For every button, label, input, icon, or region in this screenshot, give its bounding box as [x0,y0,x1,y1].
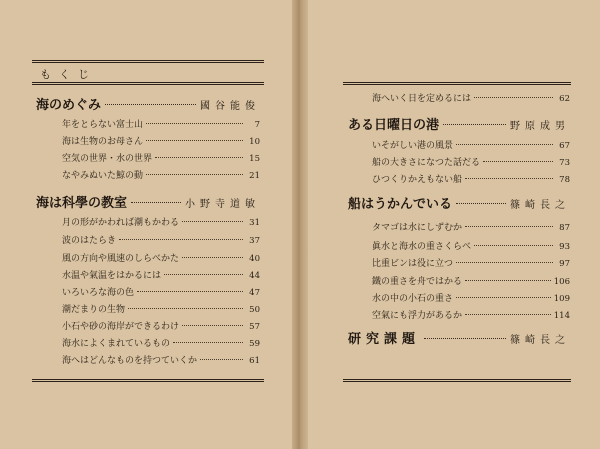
toc-entry [62,168,260,181]
section-title-row [348,114,570,133]
toc-entry-title: 小石や砂の海岸ができるわけ [62,322,180,332]
toc-entry-page: 57 [249,322,260,332]
toc-entry-title: 比重ビンは役に立つ [372,259,454,269]
leader-dots [456,203,506,204]
toc-entry [62,117,260,130]
toc-entry [62,134,260,147]
leader-dots [164,274,243,275]
leader-dots [474,245,553,246]
section-title: 海は科學の教室 [36,196,128,211]
toc-entry-title: 海へはどんなものを持つていくか [62,356,198,366]
toc-entry-page: 47 [249,288,260,298]
leader-dots [465,226,553,227]
leader-dots [146,123,243,124]
toc-entry [62,319,260,332]
toc-entry [372,256,570,269]
toc-entry-page: 59 [249,339,260,349]
toc-entry [372,291,570,304]
heading-rule-left [32,82,264,85]
section-title-row [348,328,570,347]
toc-entry-title: 眞水と海水の重さくらべ [372,242,472,252]
leader-dots [119,239,243,240]
leader-dots [173,342,243,343]
toc-entry-title: 鐵の重さを舟ではかる [372,277,463,287]
leader-dots [483,161,553,162]
toc-entry [62,353,260,366]
leader-dots [456,297,551,298]
toc-entry [372,239,570,252]
leader-dots [155,157,243,158]
toc-entry-page: 21 [249,171,260,181]
leader-dots [105,104,196,105]
leader-dots [474,97,553,98]
toc-entry [372,220,570,233]
section-author: 篠崎長之 [510,335,570,346]
leader-dots [424,338,506,339]
toc-entry-page: 87 [559,223,570,233]
section-title: ある日曜日の港 [348,118,440,133]
toc-entry-page: 50 [249,305,260,315]
toc-entry-title: 空気の世界・水の世界 [62,154,153,164]
toc-entry-page: 10 [249,137,260,147]
leader-dots [465,280,551,281]
toc-entry-page: 93 [559,242,570,252]
toc-entry-title: 水の中の小石の重さ [372,294,454,304]
toc-entry-page: 62 [559,94,570,104]
toc-entry [62,251,260,264]
toc-entry-page: 97 [559,259,570,269]
toc-entry-page: 44 [249,271,260,281]
leader-dots [465,178,553,179]
toc-entry [62,285,260,298]
toc-entry [372,308,570,321]
toc-entry-page: 7 [254,120,260,130]
section-title: 海のめぐみ [36,98,102,113]
toc-entry [372,138,570,151]
toc-entry [372,155,570,168]
toc-entry-title: 空氣にも浮力があるか [372,311,463,321]
toc-entry [62,302,260,315]
leader-dots [200,359,243,360]
leader-dots [146,174,243,175]
toc-entry-title: 水温や氣温をはかるには [62,271,162,281]
section-title: 研究課題 [348,332,421,347]
section-title-row [36,94,260,113]
toc-entry-page: 67 [559,141,570,151]
toc-entry-title: 風の方向や風速のしらべかた [62,254,180,264]
leader-dots [182,257,243,258]
leader-dots [456,144,553,145]
toc-entry-title: ひつくりかえもない船 [372,175,463,185]
toc-entry-page: 37 [249,236,260,246]
toc-entry-title: 波のはたらき [62,236,117,246]
leader-dots [182,325,243,326]
toc-entry-title: 月の形がかわれば潮もかわる [62,218,180,228]
leader-dots [182,221,243,222]
toc-entry [372,91,570,104]
toc-entry-title: 海へいく日を定めるには [372,94,472,104]
toc-entry-page: 114 [553,311,570,321]
toc-entry [62,336,260,349]
toc-entry-title: 潮だまりの生物 [62,305,126,315]
leader-dots [443,124,506,125]
toc-entry-page: 61 [249,356,260,366]
toc-entry-title: 海水によくまれているもの [62,339,171,349]
leader-dots [137,291,243,292]
bottom-rule-right [343,379,571,382]
toc-entry-page: 31 [249,218,260,228]
bottom-rule-left [32,379,264,382]
toc-entry-page: 109 [553,294,570,304]
leader-dots [456,262,553,263]
toc-entry-title: いそがしい港の風景 [372,141,454,151]
leader-dots [146,140,243,141]
toc-entry-title: タマゴは水にしずむか [372,223,463,233]
section-author: 篠崎長之 [510,200,570,211]
contents-heading: もくじ [40,68,97,81]
leader-dots [131,202,181,203]
toc-entry-page: 40 [249,254,260,264]
toc-entry-title: なやみぬいた鯨の動 [62,171,144,181]
toc-entry-page: 78 [559,175,570,185]
toc-entry-page: 73 [559,158,570,168]
toc-entry [372,172,570,185]
section-author: 野原成男 [510,121,570,132]
section-title: 船はうかんでいる [348,197,453,212]
toc-entry [62,268,260,281]
toc-entry-title: 年をとらない富士山 [62,120,144,130]
toc-entry-page: 15 [249,154,260,164]
toc-entry [62,151,260,164]
toc-entry-page: 106 [553,277,570,287]
leader-dots [128,308,243,309]
toc-entry [62,233,260,246]
top-rule-left [32,60,264,63]
toc-entry-title: いろいろな海の色 [62,288,135,298]
top-rule-right [343,82,571,85]
toc-entry [372,274,570,287]
section-author: 國谷能俊 [200,101,260,112]
section-title-row [36,192,260,211]
toc-entry-title: 船の大きさになつた話だる [372,158,481,168]
leader-dots [465,314,551,315]
section-title-row [348,193,570,212]
toc-entry-title: 海は生物のお母さん [62,137,144,147]
section-author: 小野寺道敏 [185,199,260,210]
book-gutter [292,0,308,449]
toc-entry [62,215,260,228]
